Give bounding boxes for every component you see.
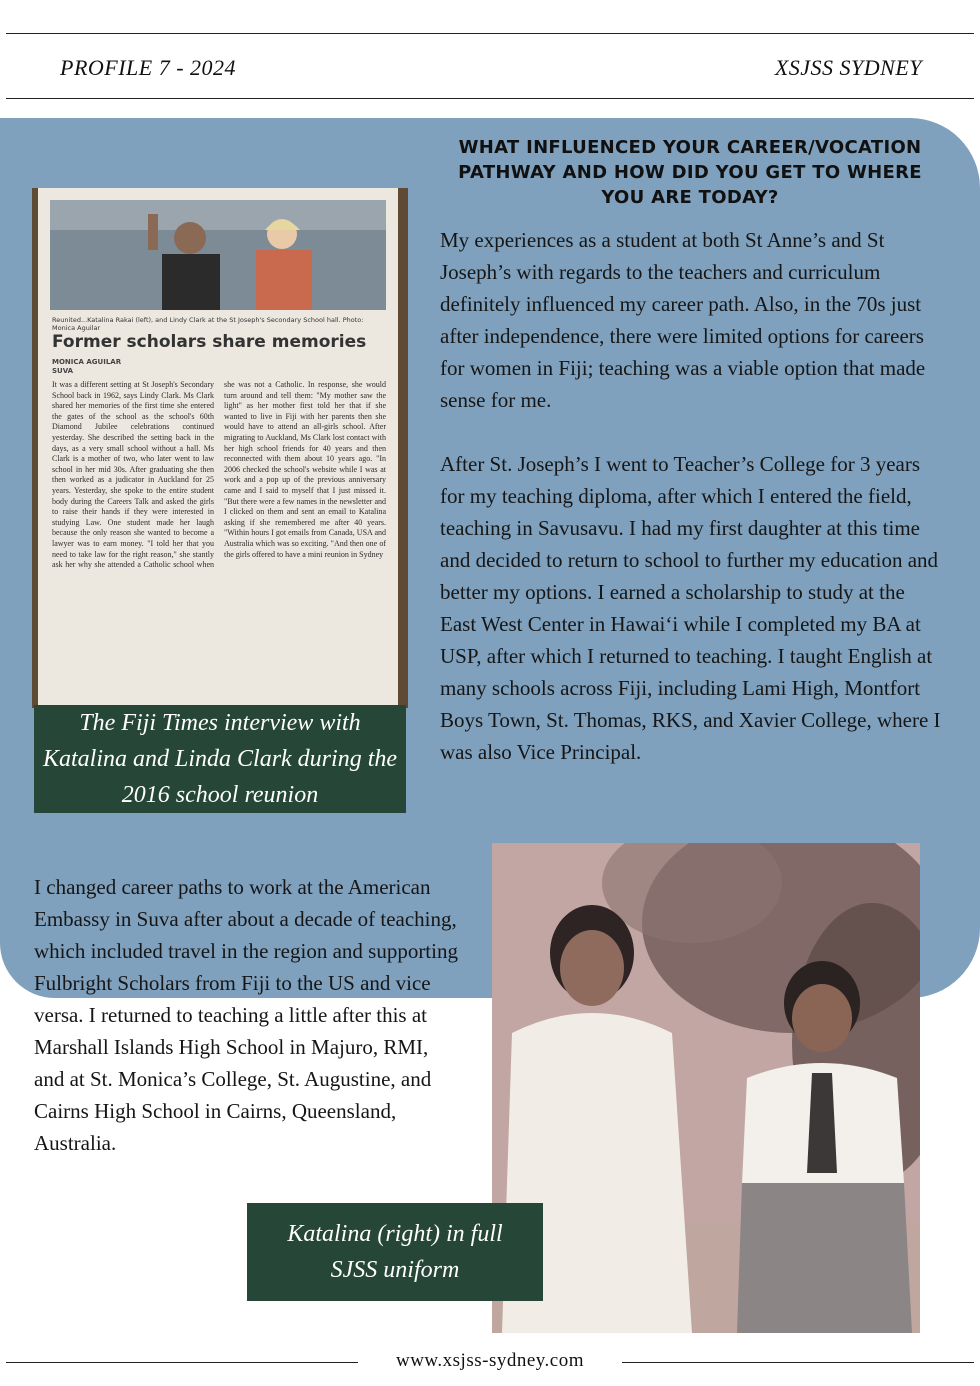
paragraph-3: I changed career paths to work at the American Embassy in Suva after about a decade of teaching, which included travel in the region and supporting Fulbright Scholars from Fiji to the US and vice versa. I returned to teaching a little after this at Marshall Islands High School in Majuro, RMI, and at St. Monica’s College, St. Augustine, and Cairns High School in Cairns, Queensland, Australia. <box>34 875 458 1155</box>
newspaper-headline: Former scholars share memories <box>52 332 367 352</box>
org-label: XSJSS SYDNEY <box>774 55 922 80</box>
newspaper-body: It was a different setting at St Joseph's Secondary School back in 1962, says Lindy Clark. Ms Clark shared her memories of the first time she entered the gates of the school as the school's 60th Diamond Jubilee celebrations continued yesterday. She described the setting back in the days, as a very small school without a hall. Ms Clark is a mother of two, who later went to law school in her mid 30s. After graduating she then then worked as a judicator in Auckland for 25 years. Yesterday, she spoke to the entire student body during the Careers Talk and asked the girls to raise their hands if they were interested in studying Law. One student made her laugh because the only reason she wanted to become a lawyer was to earn money. "I told her that you need to take law for the right reason," she stantly ask her why she attended a Catholic school when she was not a Catholic. In response, she would turn around and tell them: "My mother saw the light" as her mother first told her that if she wanted to live in Fiji with her parents then she would have to attend an all-girls school. After migrating to Auckland, Ms Clark lost contact with her high school friends for 40 years and then reconnected with them about 10 years ago. "In 2006 checked the school's website while I was at work and a pop up of the previous anniversary came and I said to myself that I just missed it. "But there were a few names in the newsletter and I clicked on them and sent an email to Katalina asking if she remembered me after 40 years. "Within hours I got emails from Canada, USA and Australia which was so exciting. "And then one of the girls offered to have a mini reunion in Sydney <box>52 380 386 570</box>
profile-label: PROFILE 7 - 2024 <box>60 55 237 80</box>
uniform-caption: Katalina (right) in full SJSS uniform <box>247 1203 543 1301</box>
newspaper-byline-place: SUVA <box>52 367 74 375</box>
uniform-photo <box>492 843 920 1333</box>
footer-website-link[interactable]: www.xsjss-sydney.com <box>395 1350 585 1371</box>
newspaper-page <box>38 188 398 708</box>
footer-rule-left <box>6 1362 358 1363</box>
newspaper-byline <box>52 358 121 376</box>
newspaper-byline-name: MONICA AGUILAR <box>52 358 122 366</box>
newspaper-clipping-image <box>32 188 408 708</box>
newspaper-photo-caption: Reunited...Katalina Rakai (left), and Lindy Clark at the St Joseph's Secondary School hall. Photo: Monica Aguilar <box>52 316 364 332</box>
newspaper-photo <box>50 200 386 310</box>
top-rule <box>6 33 974 34</box>
newspaper-caption: The Fiji Times interview with Katalina and Linda Clark during the 2016 school reunion <box>34 705 406 813</box>
header-bottom-rule <box>6 98 974 99</box>
uniform-photo-drawing <box>492 843 920 1333</box>
paragraph-1: My experiences as a student at both St Anne’s and St Joseph’s with regards to the teachers and curriculum definitely influenced my career path. Also, in the 70s just after independence, there were limited options for careers for women in Fiji; teaching was a viable option that made sense for me. <box>440 228 926 412</box>
footer-rule-right <box>622 1362 974 1363</box>
question-heading: WHAT INFLUENCED YOUR CAREER/VOCATION PATHWAY AND HOW DID YOU GET TO WHERE YOU ARE TODAY? <box>458 137 922 208</box>
paragraph-2: After St. Joseph’s I went to Teacher’s College for 3 years for my teaching diploma, after which I entered the field, teaching in Savusavu. I had my first daughter at this time and decided to return to school to further my education and better my options. I earned a scholarship to study at the East West Center in Hawaiʻi while I completed my BA at USP, after which I returned to teaching. I taught English at many schools across Fiji, including Lami High, Montfort Boys Town, St. Thomas, RKS, and Xavier College, where I was also Vice Principal. <box>440 452 941 764</box>
newspaper-photo-drawing <box>50 200 386 310</box>
